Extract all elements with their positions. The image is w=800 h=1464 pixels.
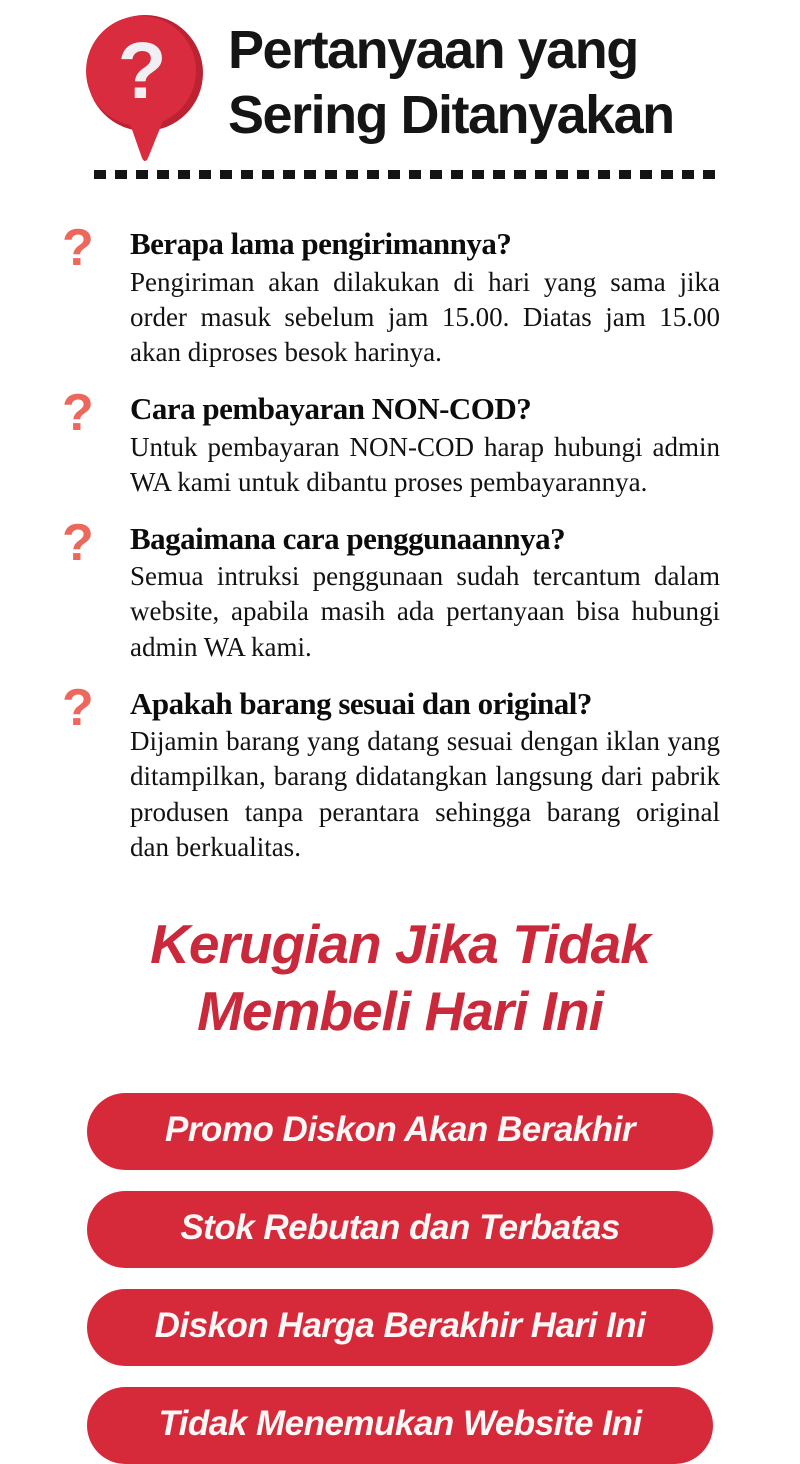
faq-content [130,521,720,665]
faq-answer: Dijamin barang yang datang sesuai dengan iklan yang ditampilkan, barang didatangkan langsung dari pabrik produsen tanpa perantara sehingga barang original dan berkualitas. [130,726,720,862]
header [0,0,800,196]
urgency-heading-line1: Kerugian Jika Tidak [150,912,650,975]
faq-item-usage [62,513,720,665]
faq-content [130,391,720,500]
urgency-heading [0,911,800,1045]
faq-answer: Untuk pembayaran NON-COD harap hubungi admin WA kami untuk dibantu proses pembayarannya. [130,431,720,497]
page-title-line2: Sering Ditanyakan [228,84,674,145]
icon-question-glyph: ? [117,26,167,115]
page-title-line1: Pertanyaan yang [228,20,638,80]
dashed-divider [94,170,724,179]
question-mark-icon: ? [62,383,94,442]
discount-ends-today-button[interactable] [87,1289,713,1366]
faq-answer: Pengiriman akan dilakukan di hari yang sama jika order masuk sebelum jam 15.00. Diatas jam 15.00 akan diproses besok harinya. [130,266,720,367]
faq-content [130,686,720,865]
urgency-section [0,911,800,1464]
question-mark-icon: ? [62,219,94,277]
faq-list [0,196,800,865]
limited-stock-button[interactable] [87,1191,713,1268]
faq-question: Bagaimana cara penggunaannya? [130,520,566,556]
faq-question: Apakah barang sesuai dan original? [130,685,592,721]
limited-stock-label: Stok Rebutan dan Terbatas [180,1208,620,1248]
faq-answer: Semua intruksi penggunaan sudah tercantum dalam website, apabila masih ada pertanyaan bisa hubungi admin WA kami. [130,561,720,662]
faq-item-shipping [62,219,720,370]
faq-question: Berapa lama pengirimannya? [130,226,512,261]
website-not-found-label: Tidak Menemukan Website Ini [158,1404,642,1444]
faq-question: Cara pembayaran NON-COD? [130,390,532,426]
question-mark-icon: ? [62,678,94,737]
faq-item-payment [62,383,720,500]
urgency-button-list [0,1093,800,1464]
faq-content [130,226,720,370]
website-not-found-button[interactable] [87,1387,713,1464]
question-balloon-icon [84,6,208,170]
discount-ends-today-label: Diskon Harga Berakhir Hari Ini [154,1306,646,1346]
promo-ends-label: Promo Diskon Akan Berakhir [164,1110,635,1150]
urgency-heading-line2: Membeli Hari Ini [197,979,603,1042]
faq-item-originality [62,678,720,865]
promo-ends-button[interactable] [87,1093,713,1170]
question-mark-icon: ? [62,513,94,572]
